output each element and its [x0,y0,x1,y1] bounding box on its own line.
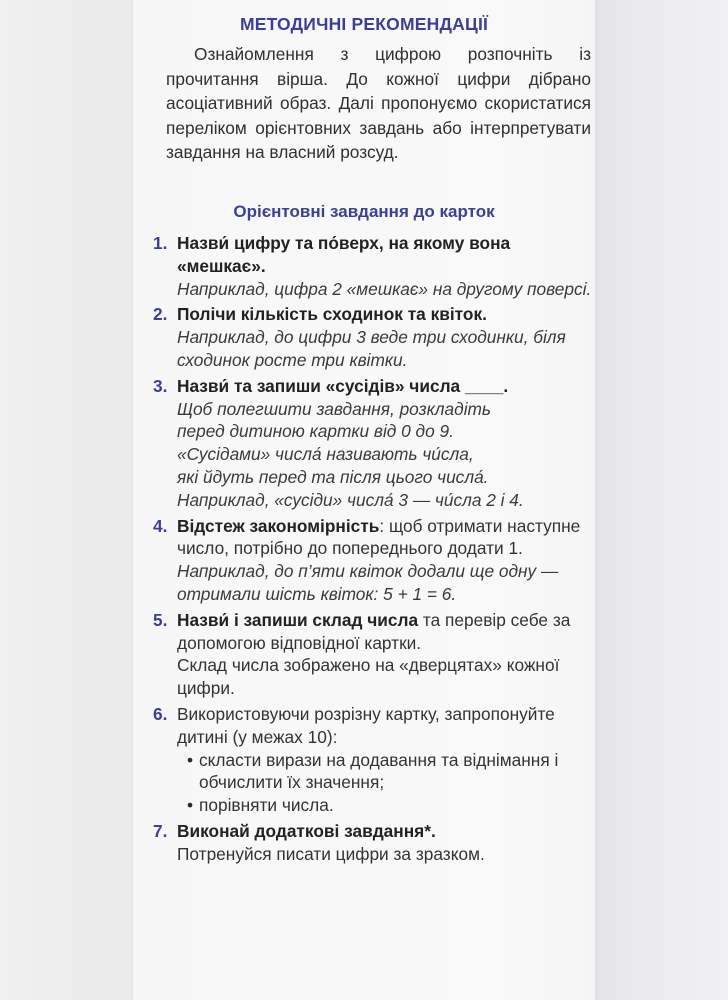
task-number: 7. [153,820,168,841]
bullet-text: порівняти числа. [199,795,334,816]
section-subheading: Орієнтовні завдання до карток [233,202,495,221]
task-item [153,303,593,371]
bullet-dot-icon: • [187,795,194,816]
document-page [133,0,595,1000]
task-title-bold: Назви́ і запиши склад числа [177,609,419,630]
task-item [153,609,593,700]
task-note: Склад числа зображено на «дверцятах» кожної цифри. [177,655,560,699]
task-list [153,232,593,869]
task-number: 3. [153,375,168,396]
task-item [153,232,593,300]
task-title [177,515,593,561]
task-item [153,703,593,817]
bullet-item [177,749,593,795]
task-example-line: «Сусідами» числа́ називають чи́сла, [177,444,474,465]
task-title-rest: : щоб отримати наступне число, потрібно до попереднього додати 1. [177,515,581,559]
task-title: Назви́ та запиши «сусідів» числа ____. [177,375,509,396]
task-item [153,375,593,512]
task-number: 5. [153,609,168,630]
task-item [153,515,593,606]
task-title-rest: та перевір себе за допомогою відповідної картки. [177,609,571,653]
task-title: Назви́ цифру та по́верх, на якому вона «мешкає». [177,233,511,276]
intro-paragraph: Ознайомлення з цифрою розпочніть із прочитання вірша. До кожної цифри дібрано асоціативний образ. Далі пропонуємо скористатися переліком орієнтовних завдань або інтерпретувати завдання на власний розсуд. [166,44,591,162]
task-note: Потренуйся писати цифри за зразком. [177,843,485,864]
task-example: Наприклад, до цифри 3 веде три сходинки, біля сходинок росте три квітки. [177,327,566,370]
bullet-text: скласти вирази на додавання та віднімання і обчислити їх значення; [199,749,559,793]
scan-margin-right [595,0,728,1000]
bullet-item [177,794,593,817]
task-title-bold: Відстеж закономірність [177,515,380,536]
page-heading: МЕТОДИЧНІ РЕКОМЕНДАЦІЇ [239,14,489,34]
task-example: Наприклад, цифра 2 «мешкає» на другому поверсі. [177,278,592,299]
task-number: 2. [153,304,168,325]
task-example-line: які йдуть перед та після цього числа́. [177,466,489,487]
task-title: Полічи кількість сходинок та квіток. [177,304,487,325]
task-example-line: перед дитиною картки від 0 до 9. [177,421,454,442]
task-example: Наприклад, до п’яти квіток додали ще одну — отримали шість квіток: 5 + 1 = 6. [177,561,559,604]
scan-margin-left [0,0,133,1000]
task-title [177,609,593,655]
task-example-line: Щоб полегшити завдання, розкладіть [177,398,492,419]
task-number: 4. [153,515,168,536]
task-text: Використовуючи розрізну картку, запропонуйте дитині (у межах 10): [177,703,555,747]
task-item [153,820,593,866]
task-number: 1. [153,233,168,253]
task-title: Виконай додаткові завдання*. [177,820,436,841]
task-number: 6. [153,703,168,724]
bullet-dot-icon: • [187,749,194,770]
task-example-line: Наприклад, «сусіди» числа́ 3 — чи́сла 2 і 4. [177,489,524,510]
